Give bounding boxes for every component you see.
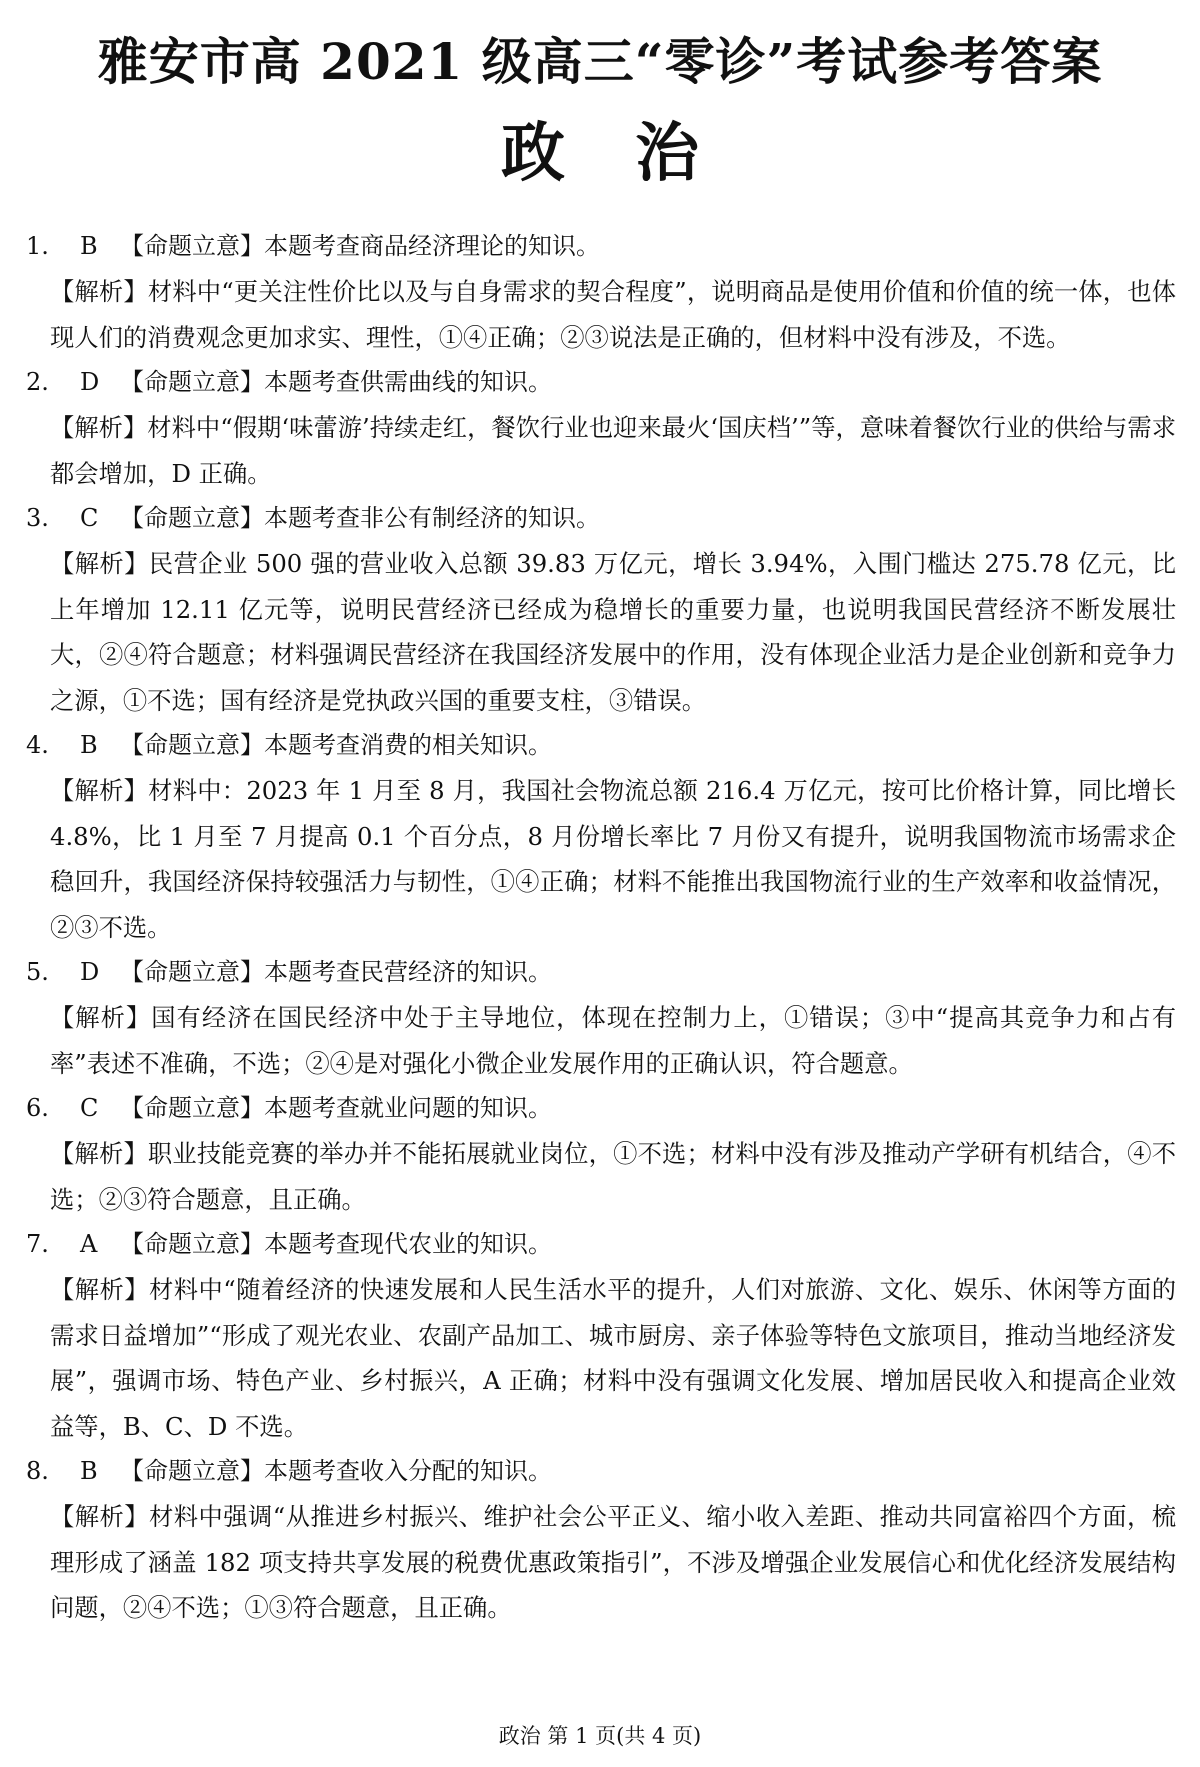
answer-item-header <box>26 1086 1176 1131</box>
answer-analysis: 【解析】材料中“更关注性价比以及与自身需求的契合程度”，说明商品是使用价值和价值的统一体，也体现人们的消费观念更加求实、理性，①④正确；②③说法是正确的，但材料中没有涉及，不选。 <box>50 277 1176 352</box>
question-intent: 【命题立意】本题考查消费的相关知识。 <box>120 731 552 759</box>
answer-analysis: 【解析】材料中：2023 年 1 月至 8 月，我国社会物流总额 216.4 万亿元，按可比价格计算，同比增长 4.8%，比 1 月至 7 月提高 0.1 个百分点，8 月份增长率比 7 月份又有提升，说明我国物流市场需求企稳回升，我国经济保持较强活力与韧性，①④正确；材料不能推出我国物流行业的生产效率和收益情况，②③不选。 <box>50 776 1176 942</box>
answer-letter: B <box>80 1457 98 1485</box>
answer-analysis: 【解析】材料中“随着经济的快速发展和人民生活水平的提升，人们对旅游、文化、娱乐、休闲等方面的需求日益增加”“形成了观光农业、农副产品加工、城市厨房、亲子体验等特色文旅项目，推动当地经济发展”，强调市场、特色产业、乡村振兴，A 正确；材料中没有强调文化发展、增加居民收入和提高企业效益等，B、C、D 不选。 <box>50 1275 1176 1441</box>
answer-item-4 <box>26 723 1176 950</box>
answer-item-header <box>26 950 1176 995</box>
answer-item-7 <box>26 1222 1176 1449</box>
answer-letter: A <box>80 1230 98 1258</box>
answer-item-6 <box>26 1086 1176 1222</box>
answer-item-8 <box>26 1449 1176 1631</box>
answer-list <box>26 224 1176 1631</box>
answer-item-3 <box>26 496 1176 723</box>
answer-item-header <box>26 1222 1176 1267</box>
page-footer: 政治 第 1 页(共 4 页) <box>498 1724 702 1748</box>
question-intent: 【命题立意】本题考查就业问题的知识。 <box>120 1094 552 1122</box>
answer-analysis: 【解析】国有经济在国民经济中处于主导地位，体现在控制力上，①错误；③中“提高其竞争力和占有率”表述不准确，不选；②④是对强化小微企业发展作用的正确认识，符合题意。 <box>50 1003 1176 1078</box>
answer-analysis: 【解析】民营企业 500 强的营业收入总额 39.83 万亿元，增长 3.94%，入围门槛达 275.78 亿元，比上年增加 12.11 亿元等，说明民营经济已经成为稳增长的重要力量，也说明我国民营经济不断发展壮大，②④符合题意；材料强调民营经济在我国经济发展中的作用，没有体现企业活力是企业创新和竞争力之源，①不选；国有经济是党执政兴国的重要支柱，③错误。 <box>50 549 1176 715</box>
question-intent: 【命题立意】本题考查收入分配的知识。 <box>120 1457 552 1485</box>
subject-title: 政治 <box>501 116 769 191</box>
answer-analysis: 【解析】材料中“假期‘味蕾游’持续走红，餐饮行业也迎来最火‘国庆档’”等，意味着餐饮行业的供给与需求都会增加，D 正确。 <box>50 413 1176 488</box>
question-number: 5. <box>26 958 49 986</box>
answer-item-2 <box>26 360 1176 496</box>
question-intent: 【命题立意】本题考查现代农业的知识。 <box>120 1230 552 1258</box>
answer-item-header <box>26 723 1176 768</box>
question-intent: 【命题立意】本题考查供需曲线的知识。 <box>120 368 552 396</box>
question-intent: 【命题立意】本题考查民营经济的知识。 <box>120 958 552 986</box>
question-number: 1. <box>26 232 49 260</box>
question-number: 3. <box>26 504 49 532</box>
question-intent: 【命题立意】本题考查非公有制经济的知识。 <box>120 504 600 532</box>
answer-analysis: 【解析】职业技能竞赛的举办并不能拓展就业岗位，①不选；材料中没有涉及推动产学研有机结合，④不选；②③符合题意，且正确。 <box>50 1139 1176 1214</box>
answer-letter: B <box>80 731 98 759</box>
answer-item-5 <box>26 950 1176 1086</box>
answer-letter: C <box>80 1094 99 1122</box>
answer-letter: B <box>80 232 98 260</box>
answer-item-header <box>26 1449 1176 1494</box>
answer-analysis: 【解析】材料中强调“从推进乡村振兴、维护社会公平正义、缩小收入差距、推动共同富裕四个方面，梳理形成了涵盖 182 项支持共享发展的税费优惠政策指引”，不涉及增强企业发展信心和优化经济发展结构问题，②④不选；①③符合题意，且正确。 <box>50 1502 1176 1622</box>
answer-item-header <box>26 496 1176 541</box>
answer-letter: D <box>80 958 100 986</box>
question-number: 7. <box>26 1230 49 1258</box>
answer-letter: D <box>80 368 100 396</box>
document-title: 雅安市高 2021 级高三“零诊”考试参考答案 <box>97 32 1103 91</box>
answer-item-header <box>26 360 1176 405</box>
question-number: 6. <box>26 1094 49 1122</box>
answer-letter: C <box>80 504 99 532</box>
question-number: 8. <box>26 1457 49 1485</box>
question-number: 4. <box>26 731 49 759</box>
question-intent: 【命题立意】本题考查商品经济理论的知识。 <box>120 232 600 260</box>
answer-item-header <box>26 224 1176 269</box>
question-number: 2. <box>26 368 49 396</box>
answer-item-1 <box>26 224 1176 360</box>
